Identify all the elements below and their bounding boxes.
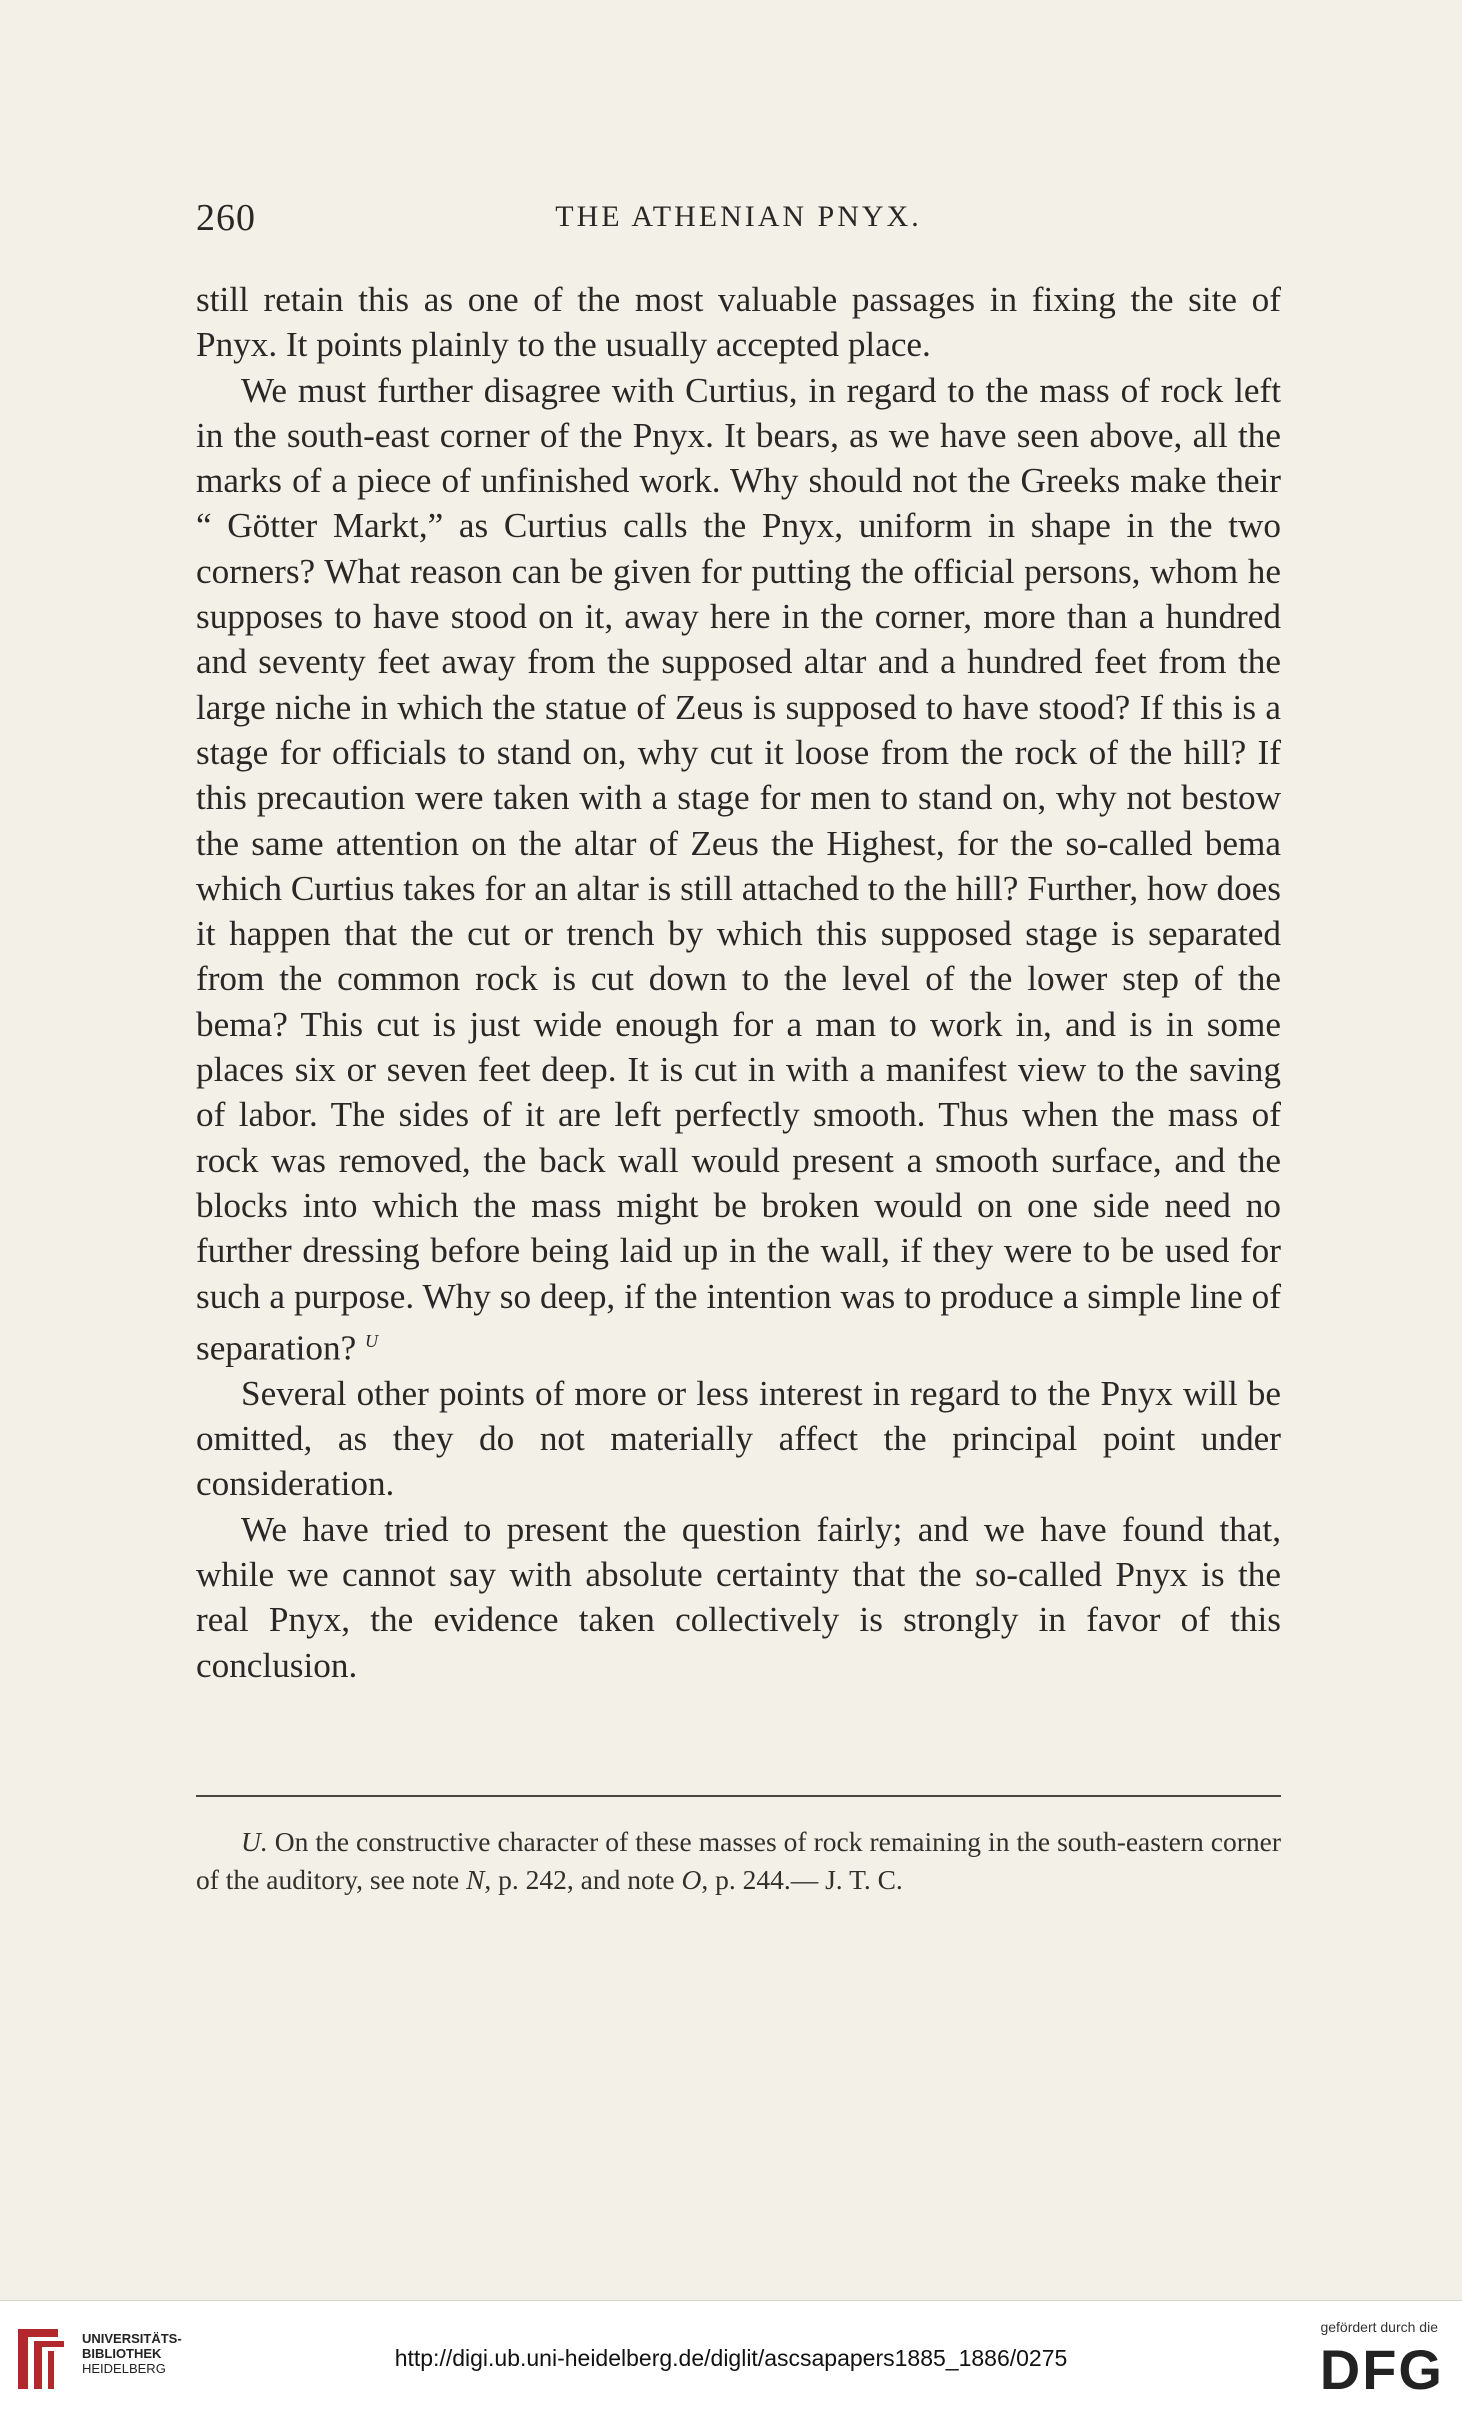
- paragraph: Several other points of more or less interest in regard to the Pnyx will be omitted, as they do not materially affect the principal point under consideration.: [196, 1373, 1281, 1504]
- library-line: UNIVERSITÄTS-: [82, 2331, 182, 2346]
- footnote-marker[interactable]: U: [365, 1330, 379, 1351]
- paragraph: We have tried to present the question fairly; and we have found that, while we cannot say with absolute certainty that the so-called Pnyx is the real Pnyx, the evidence taken collectively is strongly in favor of this conclusion.: [196, 1509, 1281, 1685]
- running-title: THE ATHENIAN PNYX.: [555, 200, 922, 233]
- library-line: BIBLIOTHEK: [82, 2346, 162, 2361]
- page-number: 260: [196, 197, 256, 239]
- footnote-text: On the constructive character of these masses of rock remaining in the south-eastern corner of the auditory, see note: [196, 1826, 1281, 1895]
- body-text: [196, 277, 1281, 1688]
- footnote-rule: [196, 1795, 1281, 1797]
- footnote-ref: N: [466, 1864, 485, 1895]
- page-header: [196, 196, 1281, 246]
- paragraph-text: We must further disagree with Curtius, in regard to the mass of rock left in the south-east corner of the Pnyx. It bears, as we have seen above, all the marks of a piece of unfinished work. Why should not the Greeks make their “ Götter Markt,” as Curtius calls the Pnyx, uniform in shape in the two corners? What reason can be given for putting the official persons, whom he supposes to have stood on it, away here in the corner, more than a hundred and seventy feet away from the supposed altar and a hundred feet from the large niche in which the statue of Zeus is supposed to have stood? If this is a stage for officials to stand on, why cut it loose from the rock of the hill? If this precaution were taken with a stage for men to stand on, why not bestow the same attention on the altar of Zeus the Highest, for the so-called bema which Curtius takes for an altar is still attached to the hill? Further, how does it happen that the cut or trench by which this supposed stage is separated from the common rock is cut down to the level of the lower step of the bema? This cut is just wide enough for a man to work in, and is in some places six or seven feet deep. It is cut in with a manifest view to the saving of labor. The sides of it are left perfectly smooth. Thus when the mass of rock was removed, the back wall would present a smooth surface, and the blocks into which the mass might be broken would on one side need no further dressing before being laid up in the wall, if they were to be used for such a purpose. Why so deep, if the intention was to produce a simple line of separation?: [196, 370, 1281, 1368]
- footnote-text: , p. 244.— J. T. C.: [701, 1864, 903, 1895]
- footnote-ref: O: [681, 1864, 702, 1895]
- paragraph: [196, 368, 1281, 1371]
- footnote-text: , p. 242, and note: [484, 1864, 682, 1895]
- dfg-logo-icon[interactable]: DFG: [1319, 2338, 1444, 2401]
- permalink-url[interactable]: http://digi.ub.uni-heidelberg.de/diglit/ascsapapers1885_1886/0275: [394, 2345, 1068, 2371]
- paragraph: still retain this as one of the most valuable passages in fixing the site of Pnyx. It points plainly to the usually accepted place.: [196, 280, 1281, 365]
- footnote-label: U.: [241, 1826, 268, 1857]
- funding-caption: gefördert durch die: [1320, 2319, 1438, 2335]
- library-line: HEIDELBERG: [82, 2361, 166, 2376]
- viewer-footer: [0, 2300, 1462, 2411]
- footnote: [196, 1823, 1281, 1899]
